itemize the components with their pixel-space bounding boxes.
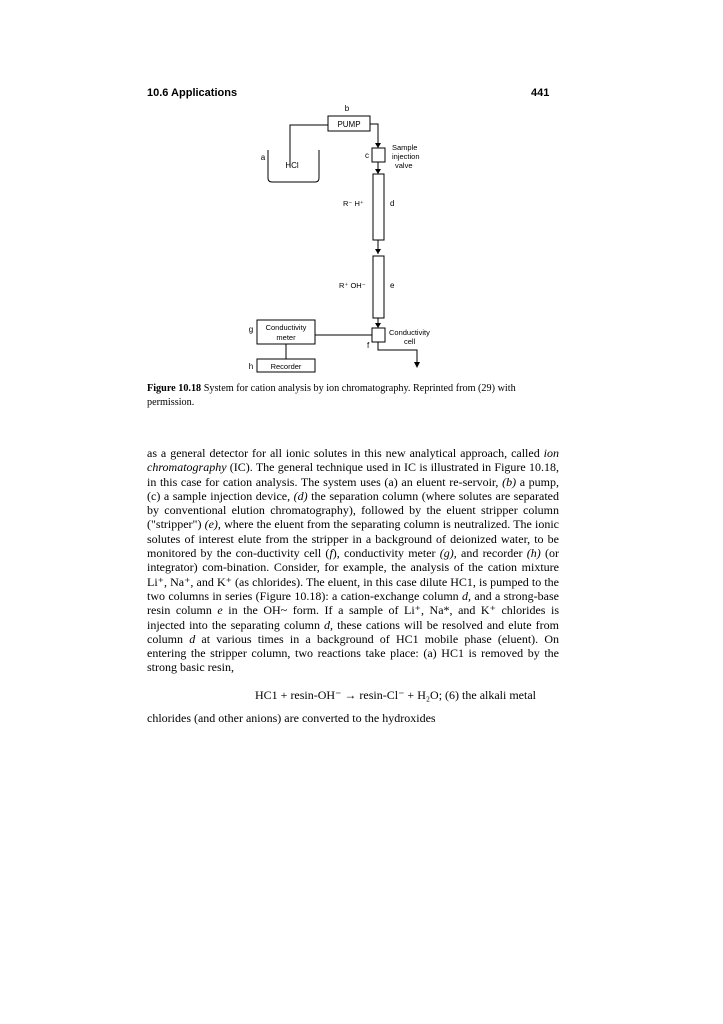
body-text-span: where the eluent from the separating column is neutralized. The ionic solutes of interest elute from the stripper in a background of deionized water, to be monitored by the con-ductivity cell ( — [147, 517, 559, 561]
recorder-label: Recorder — [270, 362, 302, 371]
body-text-span: the separation column (where solutes are separated by conventional elution chromatography), followed by the eluent stripper column ("stripper") — [147, 488, 559, 532]
body-text-span: as a general detector for all ionic solutes in this new analytical approach, called — [147, 446, 540, 460]
label-e: e — [390, 281, 395, 290]
label-h: h — [248, 362, 254, 371]
label-a: a — [260, 153, 266, 162]
sample-label-3: valve — [395, 161, 413, 170]
arrow-stripper-cell — [375, 323, 381, 328]
stripper-column — [373, 256, 384, 318]
italic-label: e — [217, 603, 223, 618]
resin-oh-label: R⁺ OH⁻ — [339, 281, 366, 290]
body-paragraph — [147, 446, 559, 675]
body-text-span: (or integrator) com-bination. Consider, for example, the analysis of the cation mixture Li⁺, Na⁺, and K⁺ (as chlorides). The eluent, in this case dilute HC1, is pumped to the two columns in series (Figure 10.18): a cation-exchange column — [147, 546, 559, 603]
running-header: 10.6 Applications — [147, 87, 238, 99]
pump-to-valve-line — [370, 124, 378, 146]
body-text-span: in the OH~ form. If a sample of Li⁺, Na*, and K⁺ chlorides is injected into the separating column — [147, 603, 559, 632]
arrow-column-stripper — [375, 249, 381, 254]
sample-label-1: Sample — [392, 143, 418, 152]
body-text-span: ), conductivity meter — [332, 546, 440, 561]
body-text-span: these cations will be resolved and elute from column — [147, 617, 559, 646]
sample-label-2: injection — [392, 152, 420, 161]
label-d: d — [390, 199, 395, 208]
cond-cell-label-1: Conductivity — [389, 328, 430, 337]
figure-caption — [147, 382, 559, 409]
label-c: c — [365, 151, 369, 160]
arrow-outlet — [414, 362, 420, 368]
hcl-label: HCl — [285, 161, 299, 170]
body-text-span: (IC). The general technique used in IC is illustrated in Figure 10.18, in this case for cation analysis. The system uses (a) an eluent re-servoir, — [147, 460, 559, 489]
label-b: b — [344, 104, 350, 113]
caption-text: System for cation analysis by ion chromatography. Reprinted from (29) with permission. — [147, 383, 516, 408]
body-text — [147, 446, 559, 675]
italic-label: (b) — [502, 474, 517, 489]
arrow-pump-valve — [375, 143, 381, 148]
italic-label: (e), — [204, 517, 221, 532]
cond-cell-label-2: cell — [404, 337, 416, 346]
cond-meter-label-2: meter — [276, 333, 296, 342]
body-text-span: and a strong-base resin column — [147, 588, 559, 618]
italic-label: (g), — [439, 546, 457, 561]
italic-label: (d) — [293, 488, 308, 503]
label-f: f — [367, 341, 370, 350]
body-text-span: and recorder — [456, 546, 527, 561]
arrow-valve-column — [375, 169, 381, 174]
label-g: g — [248, 325, 254, 334]
page-number: 441 — [531, 87, 550, 99]
italic-label: f — [329, 546, 333, 561]
italic-label: d — [189, 631, 196, 646]
italic-label: d, — [462, 588, 471, 603]
italic-label: (h) — [526, 546, 541, 561]
injection-valve — [372, 148, 385, 162]
body-text-span: a pump, (c) a sample injection device, — [147, 474, 560, 503]
italic-label: d, — [324, 617, 334, 632]
term-ion-chromatography: ion chromatography — [147, 446, 560, 475]
conductivity-cell — [372, 328, 385, 342]
body-text-span: at various times in a background of HC1 mobile phase (eluent). On entering the stripper column, two reactions take place: (a) HC1 is removed by the strong basic resin, — [147, 631, 559, 675]
pump-label: PUMP — [337, 120, 361, 129]
separation-column — [373, 174, 384, 240]
cond-meter-label-1: Conductivity — [265, 323, 307, 332]
continuation-text: chlorides (and other anions) are converted to the hydroxides — [147, 711, 436, 725]
figure-label: Figure 10.18 — [147, 383, 202, 394]
resin-h-label: R⁻ H⁺ — [343, 199, 364, 208]
equation-line: HC1 + resin-OH⁻ → resin-Cl⁻ + H₂O; (6) the alkali metal — [255, 688, 536, 702]
ion-chromatography-diagram — [0, 0, 723, 380]
